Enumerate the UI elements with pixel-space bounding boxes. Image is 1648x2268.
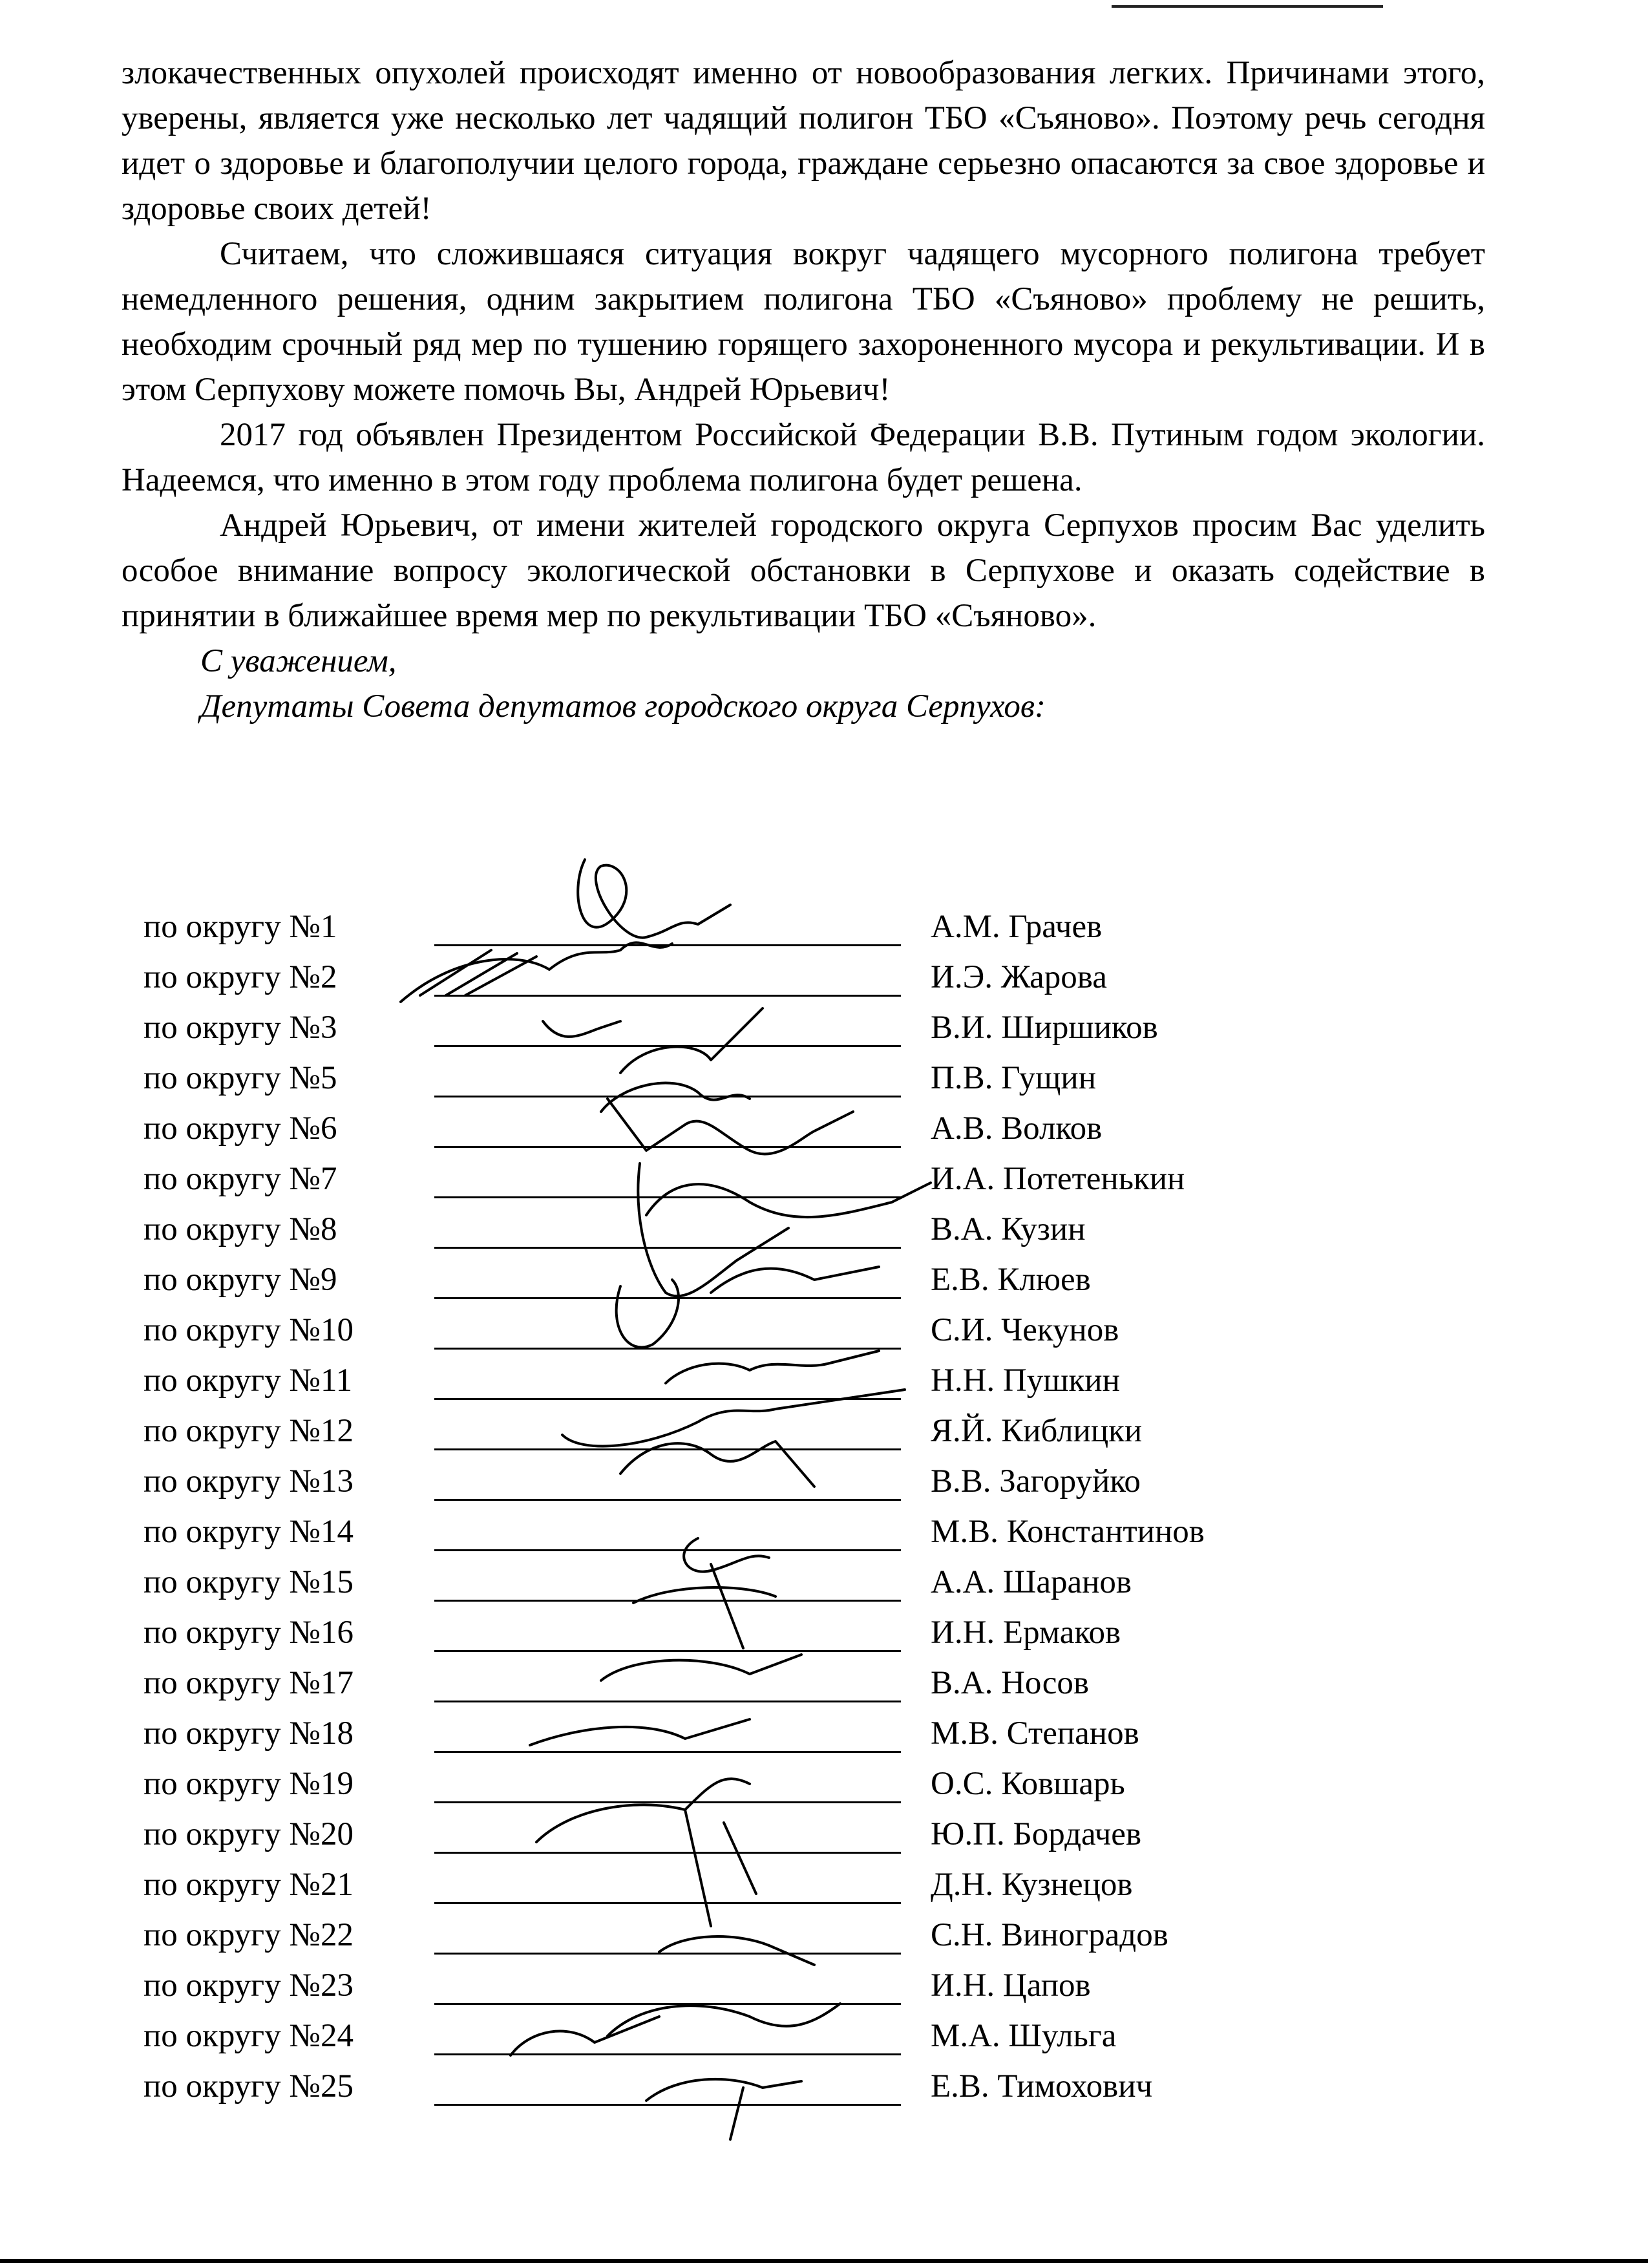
signature-line: [434, 2053, 901, 2055]
deputy-name: В.А. Носов: [931, 1665, 1089, 1701]
district-label: по округу №24: [143, 2018, 354, 2054]
signature-row: [0, 1759, 1648, 1809]
district-label: по округу №9: [143, 1262, 337, 1298]
signature-line: [434, 995, 901, 997]
letter-body: [121, 50, 1485, 729]
deputy-name: Е.В. Клюев: [931, 1262, 1091, 1298]
signature-line: [434, 2003, 901, 2005]
letter-paragraph: Андрей Юрьевич, от имени жителей городского округа Серпухов просим Вас уделить особое внимание вопросу экологической обстановки в Серпухове и оказать содействие в принятии в ближайшее время мер по рекультивации ТБО «Съяново».: [121, 507, 1485, 634]
deputy-name: Н.Н. Пушкин: [931, 1362, 1120, 1399]
deputy-name: О.С. Ковшарь: [931, 1766, 1125, 1802]
district-label: по округу №22: [143, 1917, 354, 1953]
signature-line: [434, 1751, 901, 1753]
signature-row: [0, 1053, 1648, 1103]
signature-row: [0, 1406, 1648, 1456]
district-label: по округу №7: [143, 1161, 337, 1197]
deputy-name: И.А. Потетенькин: [931, 1161, 1185, 1197]
signature-row: [0, 1557, 1648, 1607]
signature-row: [0, 2011, 1648, 2061]
signature-row: [0, 1305, 1648, 1355]
district-label: по округу №5: [143, 1060, 337, 1096]
deputy-name: И.Э. Жарова: [931, 959, 1107, 995]
signature-line: [434, 1146, 901, 1148]
signature-line: [434, 1196, 901, 1198]
signature-line: [434, 1701, 901, 1702]
signature-line: [434, 1801, 901, 1803]
signature-line: [434, 1448, 901, 1450]
deputy-name: А.М. Грачев: [931, 909, 1103, 945]
district-label: по округу №10: [143, 1312, 354, 1348]
signature-row: [0, 1355, 1648, 1406]
district-label: по округу №17: [143, 1665, 354, 1701]
district-label: по округу №11: [143, 1362, 353, 1399]
signature-row: [0, 1154, 1648, 1204]
scan-top-mark: [1112, 5, 1383, 8]
signature-line: [434, 1852, 901, 1854]
signature-line: [434, 944, 901, 946]
signature-row: [0, 1658, 1648, 1708]
letter-paragraph: Считаем, что сложившаяся ситуация вокруг чадящего мусорного полигона требует немедленного решения, одним закрытием полигона ТБО «Съяново» проблему не решить, необходим срочный ряд мер по тушению горящего захороненного мусора и рекультивации. И в этом Серпухову можете помочь Вы, Андрей Юрьевич!: [121, 236, 1485, 408]
deputy-name: Я.Й. Киблицки: [931, 1413, 1143, 1449]
signature-line: [434, 2104, 901, 2106]
signatories-title: Депутаты Совета депутатов городского округа Серпухов:: [200, 688, 1046, 725]
district-label: по округу №3: [143, 1010, 337, 1046]
deputy-name: Е.В. Тимохович: [931, 2068, 1153, 2104]
signature-row: [0, 1507, 1648, 1557]
deputy-name: С.И. Чекунов: [931, 1312, 1119, 1348]
signature-row: [0, 1910, 1648, 1960]
district-label: по округу №15: [143, 1564, 354, 1600]
signature-line: [434, 1902, 901, 1904]
signature-line: [434, 1600, 901, 1602]
deputy-name: И.Н. Цапов: [931, 1967, 1091, 2004]
signature-row: [0, 1960, 1648, 2011]
signature-line: [434, 1499, 901, 1501]
district-label: по округу №21: [143, 1867, 354, 1903]
deputy-name: М.А. Шульга: [931, 2018, 1117, 2054]
page-bottom-edge: [0, 2259, 1648, 2263]
district-label: по округу №16: [143, 1615, 354, 1651]
signature-row: [0, 952, 1648, 1002]
district-label: по округу №6: [143, 1110, 337, 1147]
signature-line: [434, 1650, 901, 1652]
signature-line: [434, 1247, 901, 1249]
deputy-name: Д.Н. Кузнецов: [931, 1867, 1133, 1903]
deputy-name: И.Н. Ермаков: [931, 1615, 1121, 1651]
district-label: по округу №25: [143, 2068, 354, 2104]
district-label: по округу №1: [143, 909, 337, 945]
signature-line: [434, 1297, 901, 1299]
district-label: по округу №19: [143, 1766, 354, 1802]
letter-paragraph: 2017 год объявлен Президентом Российской Федерации В.В. Путиным годом экологии. Надеемся, что именно в этом году проблема полигона будет решена.: [121, 417, 1485, 498]
district-label: по округу №13: [143, 1463, 354, 1500]
deputy-name: П.В. Гущин: [931, 1060, 1096, 1096]
district-label: по округу №12: [143, 1413, 354, 1449]
signature-row: [0, 1809, 1648, 1860]
deputy-name: М.В. Степанов: [931, 1715, 1139, 1752]
signature-line: [434, 1953, 901, 1955]
district-label: по округу №14: [143, 1514, 354, 1550]
signature-row: [0, 1255, 1648, 1305]
deputy-name: В.А. Кузин: [931, 1211, 1086, 1247]
district-label: по округу №18: [143, 1715, 354, 1752]
deputy-name: Ю.П. Бордачев: [931, 1816, 1142, 1852]
deputy-name: А.В. Волков: [931, 1110, 1103, 1147]
signature-line: [434, 1045, 901, 1047]
deputy-name: В.В. Загоруйко: [931, 1463, 1141, 1500]
signature-row: [0, 1456, 1648, 1507]
district-label: по округу №23: [143, 1967, 354, 2004]
signature-row: [0, 1002, 1648, 1053]
signature-line: [434, 1549, 901, 1551]
district-label: по округу №20: [143, 1816, 354, 1852]
signature-row: [0, 1204, 1648, 1255]
district-label: по округу №2: [143, 959, 337, 995]
signature-line: [434, 1398, 901, 1400]
signature-row: [0, 1708, 1648, 1759]
signature-row: [0, 902, 1648, 952]
signature-row: [0, 1860, 1648, 1910]
district-label: по округу №8: [143, 1211, 337, 1247]
deputy-name: В.И. Ширшиков: [931, 1010, 1158, 1046]
deputy-name: М.В. Константинов: [931, 1514, 1205, 1550]
signature-line: [434, 1096, 901, 1097]
signature-row: [0, 2061, 1648, 2112]
letter-paragraph: злокачественных опухолей происходят именно от новообразования легких. Причинами этого, уверены, является уже несколько лет чадящий полигон ТБО «Съяново». Поэтому речь сегодня идет о здоровье и благополучии целого города, граждане серьезно опасаются за свое здоровье и здоровье своих детей!: [121, 55, 1485, 227]
deputy-name: С.Н. Виноградов: [931, 1917, 1168, 1953]
signature-line: [434, 1348, 901, 1350]
deputy-name: А.А. Шаранов: [931, 1564, 1132, 1600]
signature-row: [0, 1103, 1648, 1154]
signature-row: [0, 1607, 1648, 1658]
closing-salutation: С уважением,: [200, 643, 397, 679]
